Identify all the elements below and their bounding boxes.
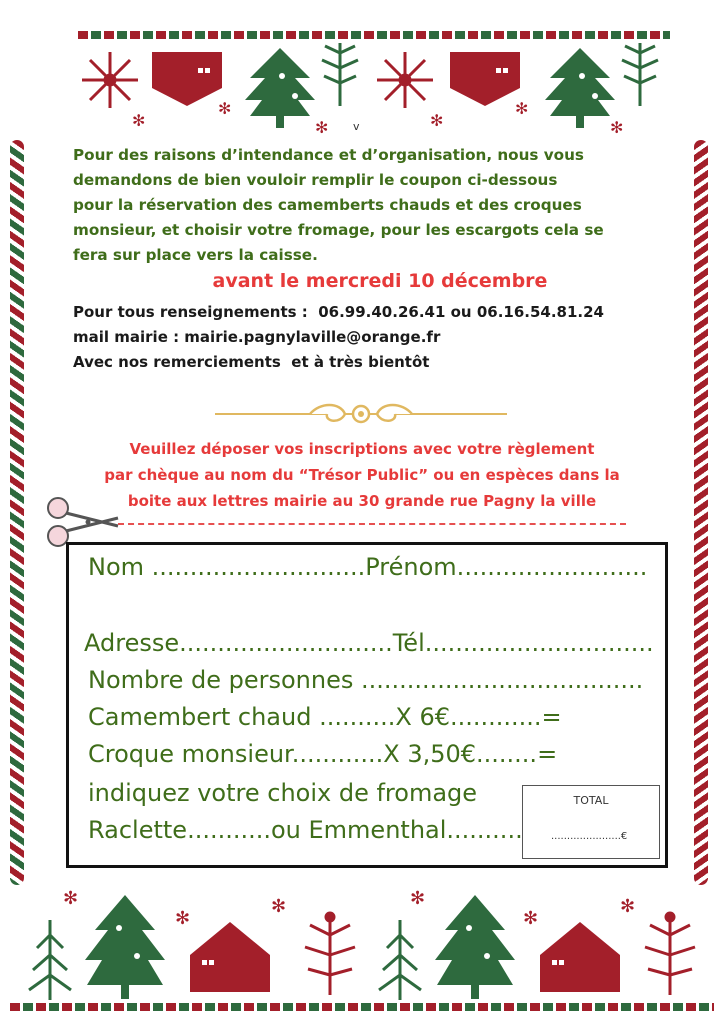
instructions-block — [60, 436, 664, 514]
green-fern-icon — [322, 43, 358, 106]
intro-line: pour la réservation des camemberts chauds et des croques — [73, 196, 582, 214]
red-snowflake-icon — [305, 913, 355, 995]
contact-block — [73, 300, 673, 375]
bottom-christmas-decorations — [15, 880, 715, 1005]
total-label: TOTAL — [573, 794, 609, 807]
small-star-icons — [132, 99, 623, 137]
green-tree-icon — [545, 48, 615, 128]
left-candy-cane-border — [10, 140, 24, 885]
red-house-icon — [450, 52, 520, 106]
ornament-divider-icon — [215, 400, 507, 428]
svg-text:✻: ✻ — [315, 118, 329, 137]
total-value[interactable]: ......................€ — [551, 831, 628, 842]
instructions-line: boite aux lettres mairie au 30 grande rue Pagny la ville — [127, 492, 597, 510]
svg-text:✻: ✻ — [410, 888, 426, 909]
address-field[interactable]: Adresse............................Tél.............................. — [84, 629, 654, 657]
green-fern-icon — [379, 920, 421, 1000]
svg-text:✻: ✻ — [430, 111, 444, 130]
contact-phone: Pour tous renseignements : 06.99.40.26.41 ou 06.16.54.81.24 — [73, 303, 604, 321]
intro-line: Pour des raisons d’intendance et d’organisation, nous vous — [73, 146, 584, 164]
top-christmas-decorations — [70, 38, 680, 138]
cut-line — [118, 523, 626, 525]
instructions-line: Veuillez déposer vos inscriptions avec votre règlement — [129, 440, 595, 458]
svg-text:✻: ✻ — [132, 111, 146, 130]
intro-paragraph — [73, 143, 663, 268]
contact-mail: mail mairie : mairie.pagnylaville@orange.fr — [73, 328, 441, 346]
svg-text:✻: ✻ — [515, 99, 529, 118]
camembert-field[interactable]: Camembert chaud ..........X 6€............= — [88, 703, 562, 731]
intro-line: demandons de bien vouloir remplir le coupon ci-dessous — [73, 171, 558, 189]
right-candy-cane-border — [694, 140, 708, 885]
contact-thanks: Avec nos remerciements et à très bientôt — [73, 353, 430, 371]
deadline-title: avant le mercredi 10 décembre — [212, 270, 548, 292]
green-tree-icon — [245, 48, 315, 128]
name-field[interactable]: Nom ............................Prénom......................... — [88, 553, 648, 581]
cheese-choice-label: indiquez votre choix de fromage — [88, 779, 478, 807]
svg-text:✻: ✻ — [175, 908, 191, 929]
svg-text:✻: ✻ — [218, 99, 232, 118]
intro-line: fera sur place vers la caisse. — [73, 246, 318, 264]
red-house-icon — [190, 922, 270, 992]
cheese-choice-field[interactable]: Raclette...........ou Emmenthal.......... — [88, 816, 523, 844]
red-house-icon — [540, 922, 620, 992]
green-tree-icon — [85, 895, 165, 999]
instructions-line: par chèque au nom du “Trésor Public” ou en espèces dans la — [104, 466, 620, 484]
green-fern-icon — [29, 920, 71, 1000]
svg-text:✻: ✻ — [610, 118, 624, 137]
red-snowflake-icon — [377, 52, 433, 108]
croque-field[interactable]: Croque monsieur............X 3,50€........= — [88, 740, 558, 768]
svg-text:✻: ✻ — [523, 908, 539, 929]
red-house-icon — [152, 52, 222, 106]
svg-text:✻: ✻ — [620, 896, 636, 917]
green-tree-icon — [435, 895, 515, 999]
total-box — [522, 785, 660, 859]
red-snowflake-icon — [82, 52, 138, 108]
intro-line: monsieur, et choisir votre fromage, pour les escargots cela se — [73, 221, 604, 239]
svg-text:✻: ✻ — [271, 896, 287, 917]
svg-text:✻: ✻ — [63, 888, 79, 909]
green-fern-icon — [622, 43, 658, 106]
header-mark: v — [353, 120, 360, 133]
persons-field[interactable]: Nombre de personnes ..................................... — [88, 666, 644, 694]
red-snowflake-icon — [645, 913, 695, 995]
